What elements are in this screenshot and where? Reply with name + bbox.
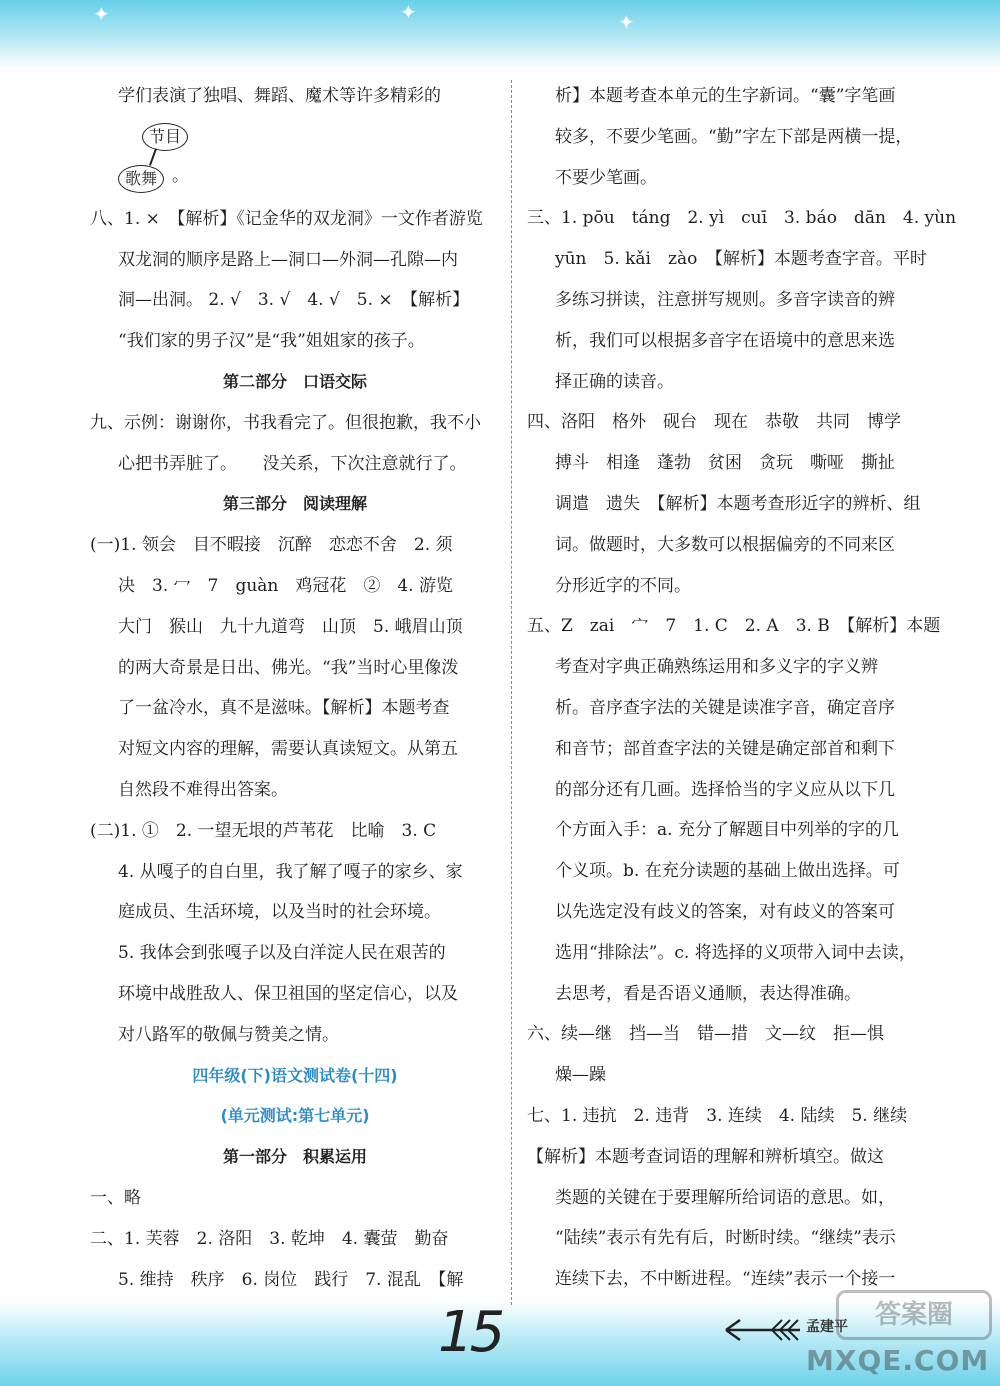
text-line: 庭成员、生活环境，以及当时的社会环境。 <box>118 902 441 923</box>
text-line: 五、Z zai 宀 7 1. C 2. A 3. B 【解析】本题 <box>527 616 941 637</box>
publisher-mark: 孟建平 <box>806 1319 848 1335</box>
text-line: 环境中战胜敌人、保卫祖国的坚定信心，以及 <box>118 983 458 1004</box>
text-line: 八、1. × 【解析】《记金华的双龙洞》一文作者游览 <box>90 208 483 229</box>
section-heading: 第二部分 口语交际 <box>222 371 367 391</box>
page-number: 15 <box>438 1300 502 1365</box>
text-line: 5. 我体会到张嘎子以及白洋淀人民在艰苦的 <box>118 943 446 964</box>
text-line: (二)1. ① 2. 一望无垠的芦苇花 比喻 3. C <box>90 820 437 841</box>
text-line: 和音节；部首查字法的关键是确定部首和剩下 <box>555 738 895 759</box>
text-line: 个义项。b. 在充分读题的基础上做出选择。可 <box>555 861 900 882</box>
bubble-period: 。 <box>172 165 189 186</box>
text-line: 的部分还有几画。选择恰当的字义应从以下几 <box>555 779 895 800</box>
text-line: (一)1. 领会 目不暇接 沉醉 恋恋不舍 2. 须 <box>90 535 453 556</box>
text-line: 选用“排除法”。c. 将选择的义项带入词中去读， <box>555 942 916 963</box>
sparkle-icon: ✦ <box>93 2 110 26</box>
text-line: 个方面入手：a. 充分了解题目中列举的字的几 <box>555 820 899 841</box>
text-line: 【解析】本题考查词语的理解和辨析填空。做这 <box>527 1146 884 1167</box>
text-line: 四、洛阳 格外 砚台 现在 恭敬 共同 博学 <box>527 412 901 433</box>
text-line: 较多，不要少笔画。“勤”字左下部是两横一提， <box>555 126 913 147</box>
section-heading: 第三部分 阅读理解 <box>222 494 367 514</box>
text-line: 决 3. 冖 7 guàn 鸡冠花 ② 4. 游览 <box>118 575 453 596</box>
left-column <box>90 76 500 1300</box>
test-title: 四年级(下)语文测试卷(十四) <box>192 1065 398 1085</box>
text-line: “陆续”表示有先有后，时断时续。“继续”表示 <box>555 1228 896 1249</box>
bubble-connector <box>149 148 157 166</box>
text-line: 类题的关键在于要理解所给词语的意思。如， <box>555 1187 895 1208</box>
text-line: 以先选定没有歧义的答案，对有歧义的答案可 <box>555 901 895 922</box>
word-bubble-diagram <box>90 117 500 199</box>
sparkle-icon: ✦ <box>618 10 635 34</box>
text-line: 去思考，看是否语义通顺，表达得准确。 <box>555 983 861 1004</box>
text-line: 搏斗 相逢 蓬勃 贫困 贪玩 嘶哑 撕扯 <box>555 453 895 474</box>
top-decorative-band <box>0 0 1000 70</box>
text-line: 不要少笔画。 <box>555 167 657 188</box>
text-line: 双龙洞的顺序是路上—洞口—外洞—孔隙—内 <box>118 249 458 270</box>
text-line: 析】本题考查本单元的生字新词。“囊”字笔画 <box>555 86 896 106</box>
bubble-bottom: 歌舞 <box>118 165 164 193</box>
text-line: 连续下去，不中断进程。“连续”表示一个接一 <box>555 1269 896 1290</box>
text-line: 三、1. pōu táng 2. yì cuī 3. báo dān 4. yùn <box>527 208 957 229</box>
column-divider <box>511 80 512 1305</box>
text-line: 了一盆冷水，真不是滋味。【解析】本题考查 <box>118 698 450 719</box>
watermark-url: MXQE.COM <box>806 1344 990 1377</box>
text-line: 调遣 遗失 【解析】本题考查形近字的辨析、组 <box>555 493 921 514</box>
text-line: 词。做题时，大多数可以根据偏旁的不同来区 <box>555 534 895 555</box>
text-line: 考查对字典正确熟练运用和多义字的字义辨 <box>555 657 878 678</box>
text-line: 九、示例：谢谢你，书我看完了。但很抱歉，我不小 <box>90 412 481 433</box>
text-line: 大门 猴山 九十九道弯 山顶 5. 峨眉山顶 <box>118 616 463 637</box>
text-line: yūn 5. kǎi zào 【解析】本题考查字音。平时 <box>555 249 927 270</box>
watermark-logo: 答案圈 <box>836 1290 992 1340</box>
text-line: 二、1. 芙蓉 2. 洛阳 3. 乾坤 4. 囊萤 勤奋 <box>90 1228 449 1249</box>
test-subtitle: (单元测试:第七单元) <box>220 1106 370 1126</box>
arrow-left-icon <box>722 1312 802 1348</box>
text-line: 析，我们可以根据多音字在语境中的意思来选 <box>555 330 895 351</box>
text-line: 学们表演了独唱、舞蹈、魔术等许多精彩的 <box>118 86 441 106</box>
text-line: 5. 维持 秩序 6. 岗位 践行 7. 混乱 【解 <box>118 1269 464 1290</box>
text-line: 心把书弄脏了。 没关系，下次注意就行了。 <box>118 453 467 474</box>
section-heading: 第一部分 积累运用 <box>222 1147 367 1167</box>
text-line: 分形近字的不同。 <box>555 575 691 596</box>
text-line: 析。音序查字法的关键是读准字音，确定音序 <box>555 697 895 718</box>
text-line: 对短文内容的理解，需要认真读短文。从第五 <box>118 739 458 760</box>
text-line: 多练习拼读，注意拼写规则。多音字读音的辨 <box>555 289 895 310</box>
text-line: 自然段不难得出答案。 <box>118 779 288 800</box>
bubble-top: 节目 <box>142 123 188 151</box>
text-line: 一、略 <box>90 1187 141 1208</box>
text-line: 的两大奇景是日出、佛光。“我”当时心里像泼 <box>118 657 459 678</box>
text-line: 择正确的读音。 <box>555 371 674 392</box>
text-line: “我们家的男子汉”是“我”姐姐家的孩子。 <box>118 331 425 352</box>
text-line: 燥—躁 <box>555 1065 606 1086</box>
sparkle-icon: ✦ <box>400 0 417 24</box>
text-line: 4. 从嘎子的自白里，我了解了嘎子的家乡、家 <box>118 861 463 882</box>
text-line: 洞—出洞。 2. √ 3. √ 4. √ 5. × 【解析】 <box>118 290 470 311</box>
text-line: 对八路军的敬佩与赞美之情。 <box>118 1024 339 1045</box>
text-line: 七、1. 违抗 2. 违背 3. 连续 4. 陆续 5. 继续 <box>527 1105 908 1126</box>
right-column <box>527 76 957 1300</box>
text-line: 六、续—继 挡—当 错—措 文—纹 拒—惧 <box>527 1024 884 1045</box>
